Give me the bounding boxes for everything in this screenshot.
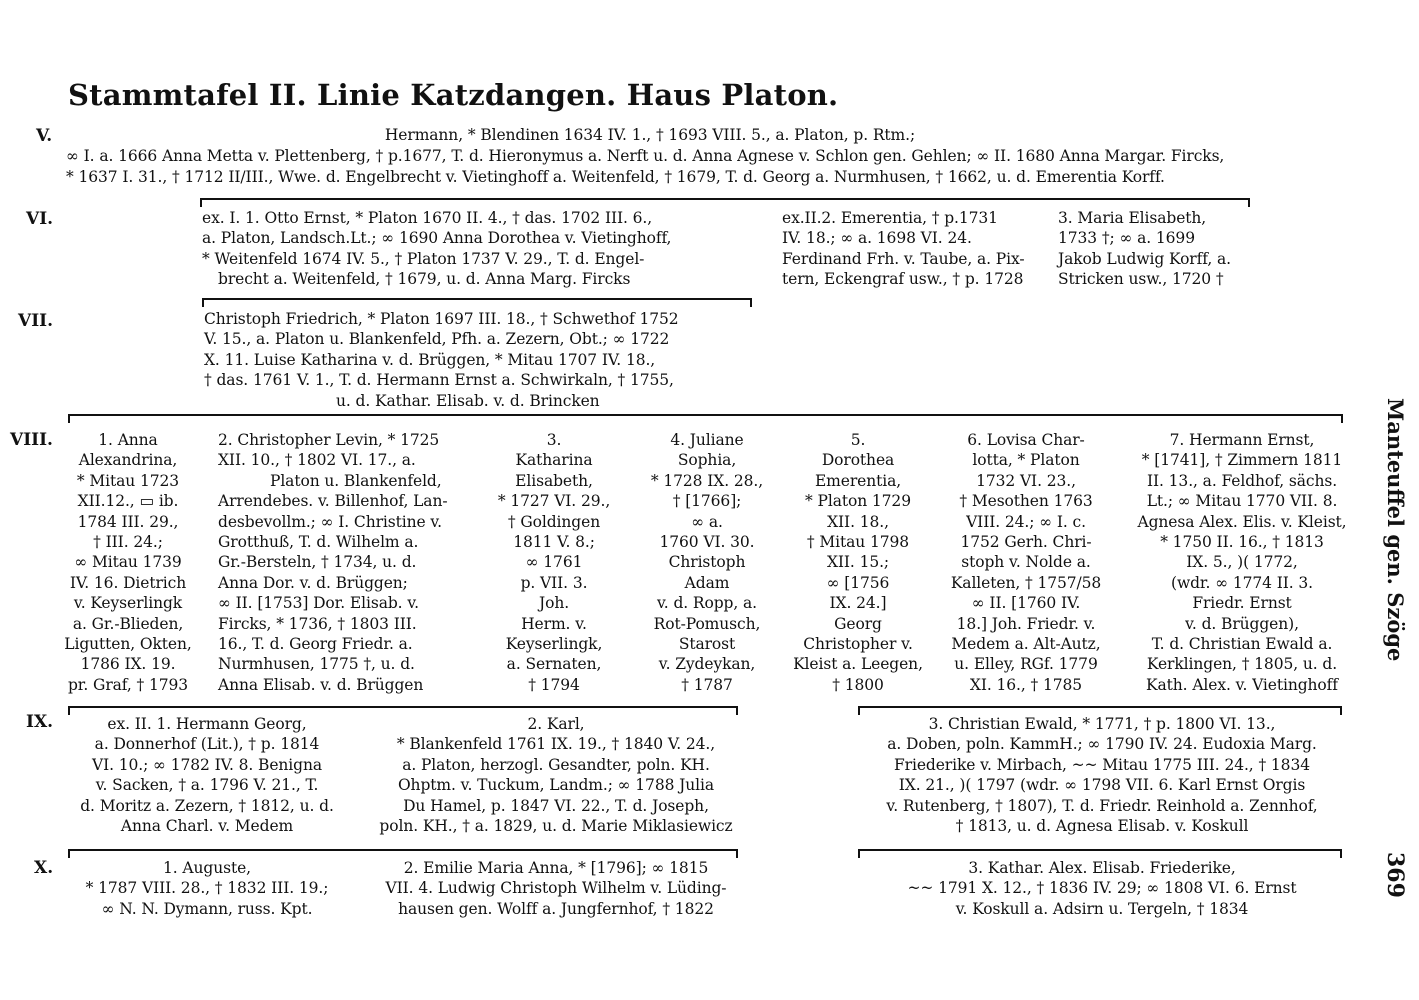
text-line: V. 15., a. Platon u. Blankenfeld, Pfh. a. Zezern, Obt.; ∞ 1722 [204,330,670,349]
generation-label-vi: VI. [26,209,54,229]
text-line: 1786 IX. 19. [80,655,176,674]
text-line: * Mitau 1723 [76,471,180,490]
text-line: Georg [834,614,882,633]
text-line: Nurmhusen, 1775 †, u. d. [218,655,415,674]
text-line: 3. [546,431,562,449]
gen-v-line-1: Hermann, * Blendinen 1634 IV. 1., † 1693 VIII. 5., a. Platon, p. Rtm.; [384,126,916,144]
generation-label-viii: VIII. [10,430,53,450]
text-line: Ohptm. v. Tuckum, Landm.; ∞ 1788 Julia [397,776,715,795]
gen-vi-otto-ernst [202,208,671,290]
text-line: a. Platon, Landsch.Lt.; ∞ 1690 Anna Dorothea v. Vietinghoff, [202,229,672,248]
text-line: Keyserlingk, [505,635,603,654]
text-line: XI. 16., † 1785 [969,675,1083,694]
gen-viii-christopher-levin [218,430,447,695]
connector-line-viii [68,414,1343,416]
text-line: v. Rutenberg, † 1807), T. d. Friedr. Reinhold a. Zennhof, [886,796,1318,815]
text-line: lotta, * Platon [972,451,1080,470]
text-line: Elisabeth, [515,471,593,490]
text-line: * Platon 1729 [805,492,911,511]
text-line: † III. 24.; [93,533,163,552]
text-line: u. Elley, RGf. 1779 [954,655,1098,674]
gen-vii-christoph-friedrich [204,309,678,411]
text-line: Starost [678,635,736,654]
text-line: II. 13., a. Feldhof, sächs. [1146,471,1338,490]
text-line: ex. II. 1. Hermann Georg, [107,715,307,733]
connector-line-ix-right [858,706,1342,708]
text-line: * 1727 VI. 29., [497,492,611,511]
text-line: v. d. Ropp, a. [656,594,758,613]
text-line: IX. 5., )( 1772, [1186,553,1298,572]
connector-line-vii [202,298,752,300]
text-line: 1732 VI. 23., [976,471,1076,490]
text-line: a. Gr.-Blieden, [72,614,184,633]
connector-line-vi [200,198,1250,200]
text-line: Sophia, [677,451,737,470]
gen-x-auguste [62,858,352,919]
text-line: Katharina [515,451,593,470]
text-line: Joh. [538,594,570,613]
text-line: 3. Kathar. Alex. Elisab. Friederike, [968,859,1236,877]
text-line: ~~ 1791 X. 12., † 1836 IV. 29; ∞ 1808 VI. 6. Ernst [907,879,1297,898]
text-line: 18.] Joh. Friedr. v. [956,614,1096,633]
text-line: poln. KH., † a. 1829, u. d. Marie Miklasiewicz [379,817,733,836]
text-line: Agnesa Alex. Elis. v. Kleist, [1137,512,1347,531]
text-line: Dorothea [821,451,895,470]
text-line: ∞ [1756 [826,573,890,592]
text-line: Rot-Pomusch, [653,614,761,633]
generation-label-x: X. [34,858,54,878]
text-line: a. Sernaten, [506,655,602,674]
text-line: Herm. v. [521,614,587,633]
text-line: Christoph Friedrich, * Platon 1697 III. 18., † Schwethof 1752 [204,310,679,328]
text-line: T. d. Christian Ewald a. [1151,635,1333,654]
text-line: desbevollm.; ∞ I. Christine v. [218,512,443,531]
text-line: † 1800 [832,675,884,694]
text-line: † 1813, u. d. Agnesa Elisab. v. Koskull [955,817,1249,836]
gen-x-kathar-friederike [852,858,1352,919]
text-line: Kath. Alex. v. Vietinghoff [1146,675,1338,694]
text-line: u. d. Kathar. Elisab. v. d. Brincken [336,391,600,410]
text-line: Ferdinand Frh. v. Taube, a. Pix- [782,249,1025,268]
text-line: Friedr. Ernst [1192,594,1292,613]
text-line: IV. 16. Dietrich [69,573,187,592]
text-line: 5. [850,431,866,449]
text-line: † Mesothen 1763 [959,492,1093,511]
connector-line-x-right [858,849,1342,851]
gen-x-emilie-maria-anna [368,858,744,919]
text-line: d. Moritz a. Zezern, † 1812, u. d. [80,796,334,815]
text-line: p. VII. 3. [520,573,588,592]
text-line: v. Keyserlingk [73,594,183,613]
connector-line-ix-left [68,706,738,708]
text-line: 1811 V. 8.; [513,533,595,552]
text-line: 1. Anna [98,431,158,449]
page-title: Stammtafel II. Linie Katzdangen. Haus Platon. [68,78,839,112]
text-line: Lt.; ∞ Mitau 1770 VII. 8. [1146,492,1338,511]
generation-label-vii: VII. [18,311,54,331]
text-line: XII. 15.; [826,553,890,572]
text-line: a. Donnerhof (Lit.), † p. 1814 [94,735,320,754]
text-line: ∞ II. [1753] Dor. Elisab. v. [218,594,419,613]
text-line: Friederike v. Mirbach, ~~ Mitau 1775 III. 24., † 1834 [894,755,1310,774]
text-line: * [1741], † Zimmern 1811 [1141,451,1343,470]
text-line: Gr.-Bersteln, † 1734, u. d. [218,553,417,572]
text-line: Kalleten, † 1757/58 [950,573,1102,592]
text-line: ∞ II. [1760 IV. [971,594,1081,613]
generation-label-v: V. [36,126,53,146]
text-line: 3. Christian Ewald, * 1771, † p. 1800 VI. 13., [928,715,1276,733]
text-line: Medem a. Alt-Autz, [951,635,1101,654]
gen-ix-karl [368,714,744,836]
gen-v-line-3: * 1637 I. 31., † 1712 II/III., Wwe. d. Engelbrecht v. Vietinghoff a. Weitenfeld, † 1679, T. d. Georg a. Nurmhusen, † 1662, u. d. Emerentia Korff. [66,168,1165,186]
text-line: * Weitenfeld 1674 IV. 5., † Platon 1737 V. 29., T. d. Engel- [202,249,645,268]
text-line: 1733 †; ∞ a. 1699 [1058,229,1195,248]
text-line: Du Hamel, p. 1847 VI. 22., T. d. Joseph, [403,796,709,815]
text-line: * 1750 II. 16., † 1813 [1160,533,1324,552]
gen-viii-dorothea-emerentia [790,430,926,695]
text-line: 1784 III. 29., [77,512,179,531]
text-line: 1. Auguste, [163,859,251,877]
text-line: † das. 1761 V. 1., T. d. Hermann Ernst a. Schwirkaln, † 1755, [204,371,674,390]
text-line: Anna Dor. v. d. Brüggen; [218,573,408,592]
text-line: ∞ a. [691,512,723,531]
text-line: Fircks, * 1736, † 1803 III. [218,614,417,633]
text-line: v. d. Brüggen), [1185,614,1299,633]
text-line: 3. Maria Elisabeth, [1058,209,1207,227]
text-line: ex. I. 1. Otto Ernst, * Platon 1670 II. 4., † das. 1702 III. 6., [202,209,653,227]
text-line: Alexandrina, [78,451,178,470]
text-line: 7. Hermann Ernst, [1169,431,1315,449]
text-line: 2. Karl, [527,715,585,733]
text-line: VI. 10.; ∞ 1782 IV. 8. Benigna [91,755,322,774]
generation-label-ix: IX. [26,712,54,732]
text-line: XII.12., ▭ ib. [77,492,179,511]
text-line: † 1794 [528,675,580,694]
text-line: † 1787 [681,675,733,694]
text-line: Christopher v. [803,635,913,654]
text-line: X. 11. Luise Katharina v. d. Brüggen, * Mitau 1707 IV. 18., [204,350,656,369]
gen-viii-katharina-elisabeth [484,430,624,695]
text-line: v. Koskull a. Adsirn u. Tergeln, † 1834 [955,899,1249,918]
text-line: a. Platon, herzogl. Gesandter, poln. KH. [402,755,710,774]
text-line: Kleist a. Leegen, [793,655,923,674]
text-line: Grotthuß, T. d. Wilhelm a. [218,533,419,552]
text-line: Arrendebes. v. Billenhof, Lan- [218,492,448,511]
text-line: IV. 18.; ∞ a. 1698 VI. 24. [782,229,972,248]
text-line: Anna Elisab. v. d. Brüggen [218,675,424,694]
text-line: a. Doben, poln. KammH.; ∞ 1790 IV. 24. Eudoxia Marg. [887,735,1317,754]
page-number: 369 [1382,852,1408,898]
text-line: XII. 18., [827,512,889,531]
side-family-label: Manteuffel gen. Szöge [1383,398,1408,662]
text-line: Stricken usw., 1720 † [1058,270,1224,289]
text-line: 6. Lovisa Char- [967,431,1085,449]
text-line: Kerklingen, † 1805, u. d. [1146,655,1338,674]
gen-ix-hermann-georg [62,714,352,836]
text-line: ∞ 1761 [525,553,583,572]
gen-v-line-2: ∞ I. a. 1666 Anna Metta v. Plettenberg, † p.1677, T. d. Hieronymus a. Nerft u. d. Anna Agnese v. Schlon gen. Gehlen; ∞ II. 1680 Anna Margar. Fircks, [66,147,1225,165]
gen-viii-lovisa-charlotta [938,430,1114,695]
gen-vi-emerentia [782,208,1025,290]
text-line: ∞ Mitau 1739 [74,553,182,572]
text-line: Ligutten, Okten, [64,635,192,654]
text-line: * 1728 IX. 28., [650,471,764,490]
text-line: hausen gen. Wolff a. Jungfernhof, † 1822 [398,899,714,918]
text-line: 2. Emilie Maria Anna, * [1796]; ∞ 1815 [403,859,709,877]
text-line: 2. Christopher Levin, * 1725 [218,431,440,449]
text-line: * Blankenfeld 1761 IX. 19., † 1840 V. 24., [396,735,716,754]
text-line: 1760 VI. 30. [659,533,755,552]
text-line: 1752 Gerh. Chri- [960,533,1092,552]
text-line: VIII. 24.; ∞ I. c. [966,512,1086,531]
text-line: VII. 4. Ludwig Christoph Wilhelm v. Lüding- [385,879,727,898]
text-line: Christoph [668,553,746,572]
text-line: * 1787 VIII. 28., † 1832 III. 19.; [85,879,329,898]
text-line: † Mitau 1798 [806,533,910,552]
text-line: Jakob Ludwig Korff, a. [1058,249,1231,268]
text-line: (wdr. ∞ 1774 II. 3. [1171,573,1313,592]
text-line: Platon u. Blankenfeld, [270,471,442,490]
text-line: stoph v. Nolde a. [961,553,1091,572]
text-line: brecht a. Weitenfeld, † 1679, u. d. Anna Marg. Fircks [218,270,631,289]
text-line: XII. 10., † 1802 VI. 17., a. [218,451,416,470]
text-line: tern, Eckengraf usw., † p. 1728 [782,270,1024,289]
gen-viii-anna-alexandrina [58,430,198,695]
text-line: v. Sacken, † a. 1796 V. 21., T. [95,776,319,795]
text-line: Emerentia, [814,471,902,490]
text-line: ex.II.2. Emerentia, † p.1731 [782,209,998,227]
text-line: IX. 21., )( 1797 (wdr. ∞ 1798 VII. 6. Karl Ernst Orgis [898,776,1306,795]
gen-ix-christian-ewald [852,714,1352,836]
gen-viii-hermann-ernst [1126,430,1358,695]
text-line: † Goldingen [507,512,601,531]
text-line: IX. 24.] [829,594,887,613]
text-line: 16., T. d. Georg Friedr. a. [218,635,413,654]
gen-vi-maria-elisabeth [1058,208,1231,290]
text-line: v. Zydeykan, [658,655,756,674]
text-line: pr. Graf, † 1793 [67,675,189,694]
text-line: Anna Charl. v. Medem [120,817,294,836]
text-line: † [1766]; [672,492,742,511]
text-line: Adam [684,573,730,592]
gen-viii-juliane-sophia [634,430,780,695]
text-line: 4. Juliane [670,431,744,449]
connector-line-x-left [68,849,738,851]
text-line: ∞ N. N. Dymann, russ. Kpt. [101,899,313,918]
